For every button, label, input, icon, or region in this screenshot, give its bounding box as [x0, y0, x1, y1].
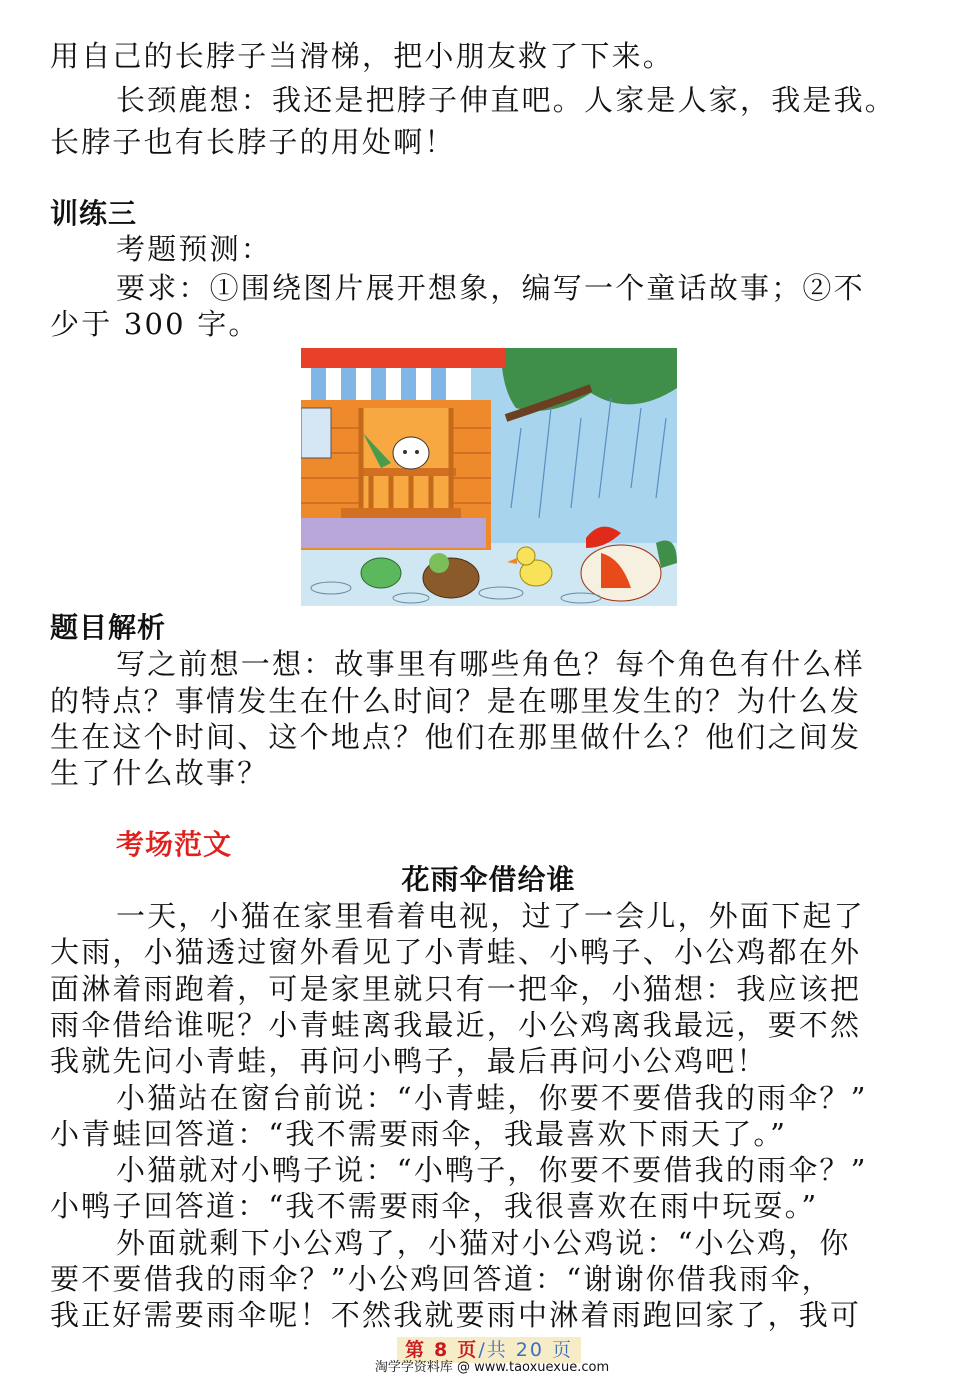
requirement-line: 少于 300 字。	[50, 307, 260, 341]
page-total: 20	[515, 1339, 544, 1361]
essay-line: 外面就剩下小公鸡了，小猫对小公鸡说：“小公鸡，你	[116, 1226, 851, 1260]
essay-title: 花雨伞借给谁	[401, 863, 576, 896]
page-suffix: 页	[457, 1339, 479, 1361]
rain-story-illustration	[301, 348, 677, 606]
analysis-line: 生在这个时间、这个地点？他们在那里做什么？他们之间发	[50, 720, 862, 754]
essay-line: 大雨，小猫透过窗外看见了小青蛙、小鸭子、小公鸡都在外	[50, 935, 862, 969]
total-prefix: 共	[486, 1339, 508, 1361]
section-heading-analysis: 题目解析	[50, 611, 167, 644]
watermark-site: 淘学学资料库 @ www.taoxuexue.com	[374, 1360, 610, 1375]
essay-line: 小青蛙回答道：“我不需要雨伞，我最喜欢下雨天了。”	[50, 1117, 788, 1151]
story-line: 长脖子也有长脖子的用处啊！	[50, 125, 456, 159]
page-current: 8	[434, 1339, 450, 1361]
analysis-line: 生了什么故事？	[50, 756, 269, 790]
story-line: 长颈鹿想：我还是把脖子伸直吧。人家是人家，我是我。	[116, 83, 897, 117]
essay-line: 我就先问小青蛙，再问小鸭子，最后再问小公鸡吧！	[50, 1044, 768, 1078]
essay-line: 面淋着雨跑着，可是家里就只有一把伞，小猫想：我应该把	[50, 972, 862, 1006]
total-suffix: 页	[552, 1339, 574, 1361]
page-prefix: 第	[404, 1339, 426, 1361]
analysis-line: 的特点？事情发生在什么时间？是在哪里发生的？为什么发	[50, 684, 862, 718]
essay-line: 小猫站在窗台前说：“小青蛙，你要不要借我的雨伞？”	[116, 1081, 868, 1115]
prediction-label: 考题预测：	[116, 232, 273, 266]
essay-line: 要不要借我的雨伞？”小公鸡回答道：“谢谢你借我雨伞，	[50, 1262, 833, 1296]
analysis-line: 写之前想一想：故事里有哪些角色？每个角色有什么样	[116, 647, 865, 681]
page-separator: /	[478, 1339, 487, 1361]
essay-line: 小鸭子回答道：“我不需要雨伞，我很喜欢在雨中玩耍。”	[50, 1189, 819, 1223]
essay-line: 一天，小猫在家里看着电视，过了一会儿，外面下起了	[116, 899, 865, 933]
story-line: 用自己的长脖子当滑梯，把小朋友救了下来。	[50, 39, 675, 73]
model-essay-label: 考场范文	[116, 828, 233, 861]
requirement-line: 要求：①围绕图片展开想象，编写一个童话故事；②不	[116, 271, 865, 305]
essay-line: 我正好需要雨伞呢！不然我就要雨中淋着雨跑回家了，我可	[50, 1298, 862, 1332]
essay-line: 小猫就对小鸭子说：“小鸭子，你要不要借我的雨伞？”	[116, 1153, 868, 1187]
essay-line: 雨伞借给谁呢？小青蛙离我最近，小公鸡离我最远，要不然	[50, 1008, 862, 1042]
section-heading-exercise: 训练三	[50, 197, 138, 230]
